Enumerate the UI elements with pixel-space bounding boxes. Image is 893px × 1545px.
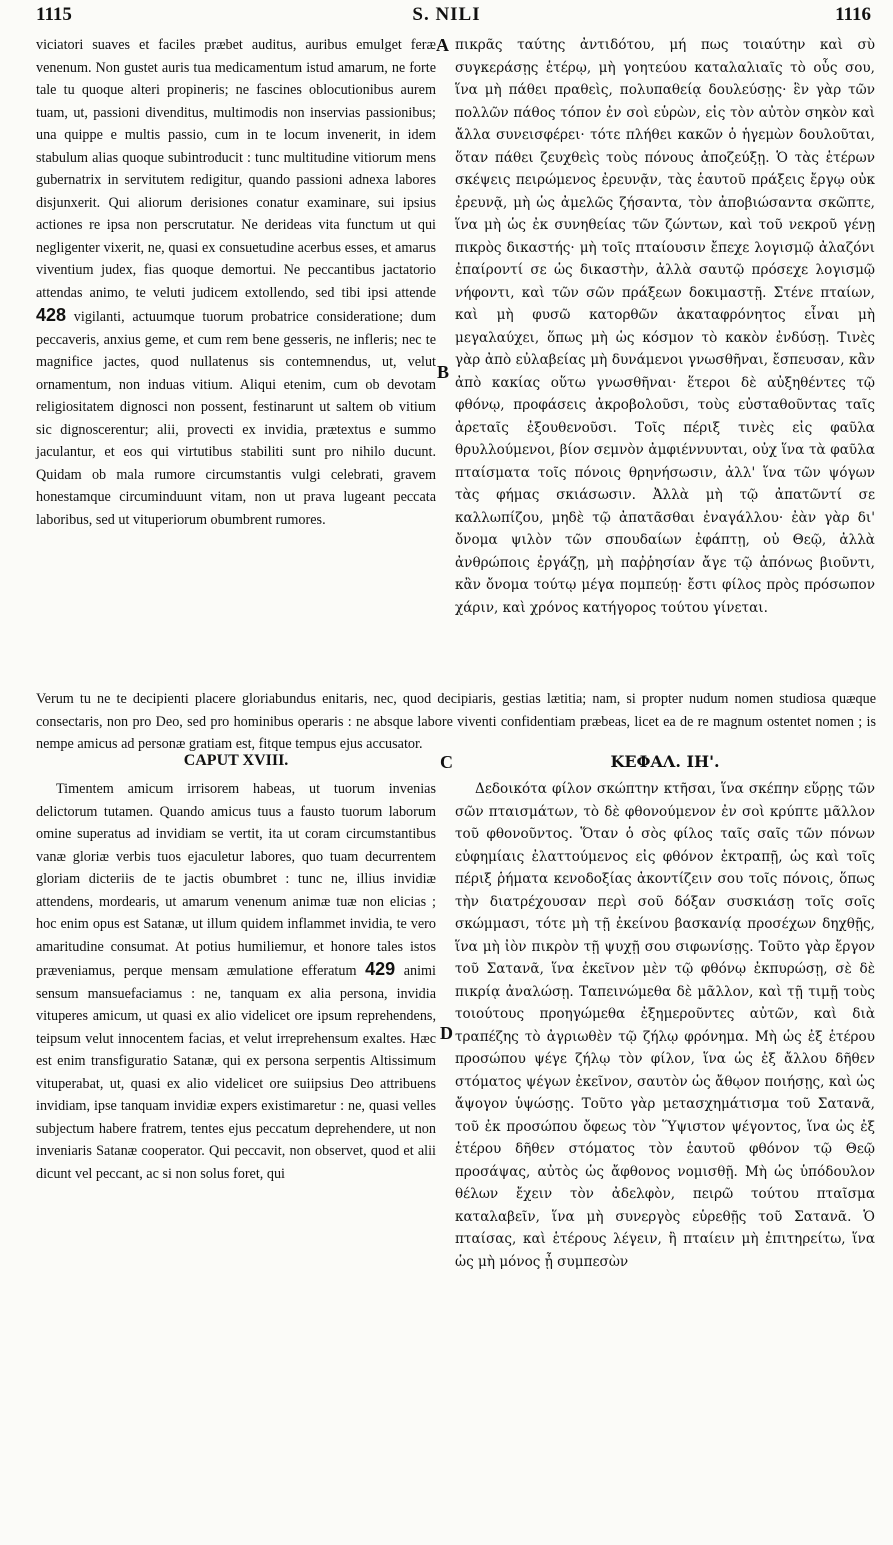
running-title: S. NILI xyxy=(412,4,481,25)
greek-column-top xyxy=(455,34,875,619)
migne-page-number: 428 xyxy=(36,305,67,325)
latin-full-width-paragraph xyxy=(36,688,876,756)
latin-text: viciatori suaves et faciles præbet auditus, auribus emulget feræ venenum. Non gustet auris tua medicamentum istud amarum, ne forte tale tu quoque alteri propineris; ne fascines oblocutionibus aurem tuam, ut, passioni divenditus, multimodis non inservias passionibus; una quippe e multis passio, cum in te locum invenerit, in idem stabulum alias quoque subintroducit : tunc multitudine vitiorum mens gubernatrix in servitutem redigitur, quando passioni adnexa labores disjunxerit. Qui aliorum derisiones conatur examinare, sui ipsius actiones re ipsa non perscrutatur. Ne derideas vita functum ut qui negligenter vixerit, ne, quasi ex consuetudine acerbus esses, et amarus viventium judex, fias quoque demortui. Ne peccantibus jactatorio attendas animo, te veluti judicem extollendo, sed tibi ipsi attende xyxy=(36,37,436,301)
page-number-left: 1115 xyxy=(36,4,72,25)
latin-text: animi sensum mansuefaciamus : ne, tanquam ex alia persona, invidia vituperes amicum, ut quasi ex alio videlicet ore ipsum reprehendens, teipsum velut innocentem facias, et velut irreprehensum exaltes. Hæc est enim transfiguratio Satanæ, qui ex persona serpentis Altissimum vituperabat, ut, quasi ex alio videlicet ore suiipsius Deo attribuens invidiam, ipse tanquam invidiæ expers existimaretur : ne, quasi velles subjectum habere fratrem, tentes ejus peccatum deprehendere, ut non inveniaris Satanæ cooperator. Qui peccavit, non observet, quod et alii dicunt vel peccant, ac si non solus foret, qui xyxy=(36,963,436,1182)
margin-letter-b: B xyxy=(437,362,450,382)
latin-text: Timentem amicum irrisorem habeas, ut tuorum invenias delictorum tutamen. Quando amicus tuus a fausto tuorum laborum omine superatus ad invidiam se vertit, ita ut coram circumstantibus vanæ gloriæ verbis tuos ejaculetur labores, quo tuam decurrentem gloriam dicteriis de te jactis obumbret : tunc ne, illius invidiæ attendens, mordearis, ut amarum venenum animæ tuæ non elicias ; hoc enim opus est Satanæ, ut illum quidem inflammet invidia, te vero amaritudine consumat. At potius humiliemur, et honore tales istos præveniamus, perque mensam æmulatione efferatum xyxy=(36,781,436,979)
chapter-heading-latin: CAPUT XVIII. xyxy=(183,752,289,769)
chapter-heading-greek: ΚΕΦΑΛ. ΙΗ'. xyxy=(610,752,720,771)
latin-text: vigilanti, actuumque tuorum probatrice consideratione; dum peccaveris, anxius geme, et cum rem bene gesseris, ne infleris; nec te magnifice jactes, quod nullatenus sis contemnendus, ut, velut ornamentum, non induas vitium. Aliqui etenim, cum ob devotam religiositatem dignosci non possent, festinarunt ut saltem ob vitium sic dignoscerentur; alii, provecti ex invidia, prætextus e summo jaculantur, et eos qui virtutibus stabiliti sunt pro nihilo ducunt. Quidam ob mala rumore circumstantis vulgi celebrati, gravem honestamque circuminduunt vitam, non ut prava lugeant peccata laboribus, sed ut vituperiorum obumbrent rumores. xyxy=(36,309,436,528)
margin-letter-d: D xyxy=(440,1023,453,1043)
greek-text: Δεδοικότα φίλον σκώπτην κτῆσαι, ἵνα σκέπην εὕρῃς τῶν σῶν πταισμάτων, τὸ δὲ φθονούμενον ἐν σοὶ κρύπτε μᾶλλον τοῦ φθονοῦντος. Ὅταν ὁ σὸς φίλος ταῖς σαῖς τῶν πόνων εὐφημίαις ἐλαττούμενος εἰς φθόνον ἐκτραπῇ, ὡς καὶ τοῖς πέριξ ῥήματα κενοδοξίας ἀκοντίζειν σου τοῖς πόνοις, ὅπως τὴν διατρέχουσαν περὶ σοῦ δόξαν συσκιάσῃ τοῖς σοῖς σκώμμασι, τότε μὴ τῇ ἐκείνου βασκανίᾳ προσέχων δηχθῇς, ἵνα μὴ ἰὸν πικρὸν τῇ ψυχῇ σου σιφωνίσῃς. Τοῦτο γὰρ ἔργον τοῦ Σατανᾶ, ἵνα ἐκεῖνον μὲν τῷ φθόνῳ ἐκπυρώσῃ, σὲ δὲ πικρίᾳ ἀναλώσῃ. Ταπεινώμεθα δὲ μᾶλλον, καὶ τῇ τιμῇ τοὺς τοιούτους προηγώμεθα ἐξημεροῦντες αὐτῶν, καὶ διὰ τραπέζης τὸ ἀγριωθὲν τῷ ζήλῳ φρόνημα. Μὴ ὡς ἐξ ἑτέρου προσώπου ψέγε ζήλῳ τὸν φίλον, ἵνα ὡς ἐξ ἄλλου δῆθεν στόματος ψέγων ἐκεῖνον, σαυτὸν ὡς ἄθῳον ποιήσῃς, καὶ ὡς ἄψογον ὑψώσῃς. Τοῦτο γὰρ μετασχημάτισμα τοῦ Σατανᾶ, τοῦ ἐκ προσώπου ὄφεως τὸν Ὕψιστον ψέγοντος, ἵνα ὡς ἐξ ἑτέρου δῆθεν στόματος τὸν ἑαυτοῦ φθόνον τῷ Θεῷ προσάψας, αὐτὸς ὡς ἄφθονος νομισθῇ. Μὴ ὡς ὑπόδουλον θέλων ἔχειν τὸν ἀδελφὸν, πειρῶ τούτου πταῖσμα καταλαβεῖν, ἵνα μὴ συνεργὸς εὑρεθῇς τοῦ Σατανᾶ. Ὁ πταίσας, καὶ ἑτέρους λέγειν, ἢ πταίειν μὴ ἐπιτηρείτω, ἵνα ὡς μὴ μόνος ᾖ συμπεσὼν xyxy=(455,781,875,1270)
greek-column-bottom xyxy=(455,778,875,1273)
latin-column-bottom xyxy=(36,778,436,1185)
greek-text: πικρᾶς ταύτης ἀντιδότου, μή πως τοιαύτην καὶ σὺ συγκεράσῃς ἑτέρῳ, μὴ γοητεύου καταλαλιαῖς τὸ οὖς σου, ἵνα μὴ πάθει πραθεὶς, πολυπαθείᾳ δουλεύσῃς· ἓν γὰρ τῶν πολλῶν πάθος τόπον ἐν σοὶ εὑρὼν, εἰς τὸν αὐτὸν σηκὸν καὶ ἄλλα συνεισφέρει· τότε πλήθει κακῶν ὁ ἡγεμὼν δουλοῦται, ὅταν πάθει ζευχθεὶς τοὺς πόνους ἀποζεύξῃ. Ὁ τὰς ἑτέρων σκέψεις πειρώμενος ἐρευνᾷν, τὰς ἑαυτοῦ πράξεις ἔργῳ οὐκ ἐρευνᾷ, μὴ ὡς ἀμελῶς ζήσαντα, τὸν ἀποβιώσαντα σκῶπτε, ἵνα μὴ ὡς ἐκ συνηθείας τῶν ζώντων, καὶ τοῦ νεκροῦ γένῃ πικρὸς δικαστής· μὴ τοῖς πταίουσιν ἔπεχε λογισμῷ ἀλαζόνι ἐπαίροντί σε ὡς δικαστὴν, ἀλλὰ σαυτῷ πρόσεχε λογισμῷ νήφοντι, καὶ τῶν σῶν πράξεων δοκιμαστῇ. Στένε πταίων, καὶ μὴ φυσῶ κατορθῶν ἀκαταφρόνητος εἶναι μὴ μεγαλαύχει, ὅπως μὴ ὡς κόσμον τὸ κακὸν ἐνδύσῃ. Τινὲς γὰρ ἀπὸ εὐλαβείας μὴ δυνάμενοι γνωσθῆναι, ἔσπευσαν, κἂν ἀπὸ κακίας οὕτω γνωσθῆναι· ἕτεροι δὲ αὐξηθέντες τῷ φθόνῳ, προφάσεις ἀκροβολοῦσι, τοὺς εὐσταθοῦντας ταῖς ἀρεταῖς ἐξουθενοῦσι. Τοῖς πέριξ τινὲς εἰς φαῦλα θρυλλούμενοι, βίον σεμνὸν ἀμφιέννυνται, οὐχ ἵνα τὰ φαῦλα πταίσματα τοῖς πόνοις θρηνήσωσιν, ἀλλ' ἵνα τῶν ψόγων τὰς φήμας σκιάσωσιν. Ἀλλὰ μὴ τῷ ἀπατῶντί σε καλλωπίζου, μηδὲ τῷ ἀπατᾶσθαι ἐναγάλλου· ἐὰν γὰρ δι' ὄνομα ψιλὸν τῶν σπουδαίων ἐφάπτῃ, οὐ Θεῷ, ἀλλὰ ἀνθρώποις ἐργάζῃ, μὴ παῤῥησίαν ἄγε τῷ ἀπόνως βιοῦντι, κἂν ὄνομα τούτῳ μέγα πομπεύῃ· ἔστι φίλος πρὸς πρόσωπον χάριν, καὶ χρόνος κατήγορος τούτου γίνεται. xyxy=(455,37,875,616)
latin-text: Verum tu ne te decipienti placere gloriabundus enitaris, nec, quod decipiaris, gestias lætitia; nam, si propter nudum nomen studiosa quæque consectaris, non pro Deo, sed pro hominibus operaris : ne absque labore viventi confidentiam præbeas, licet ea de re magnum ostentet nomen ; is nempe amicus ad personæ gratiam est, fitque tempus ejus accusator. xyxy=(36,691,876,752)
migne-page-number: 429 xyxy=(365,959,396,979)
margin-letter-a: A xyxy=(436,35,449,55)
page-number-right: 1116 xyxy=(835,4,871,25)
latin-column-top xyxy=(36,34,436,531)
margin-letter-c: C xyxy=(440,752,453,772)
